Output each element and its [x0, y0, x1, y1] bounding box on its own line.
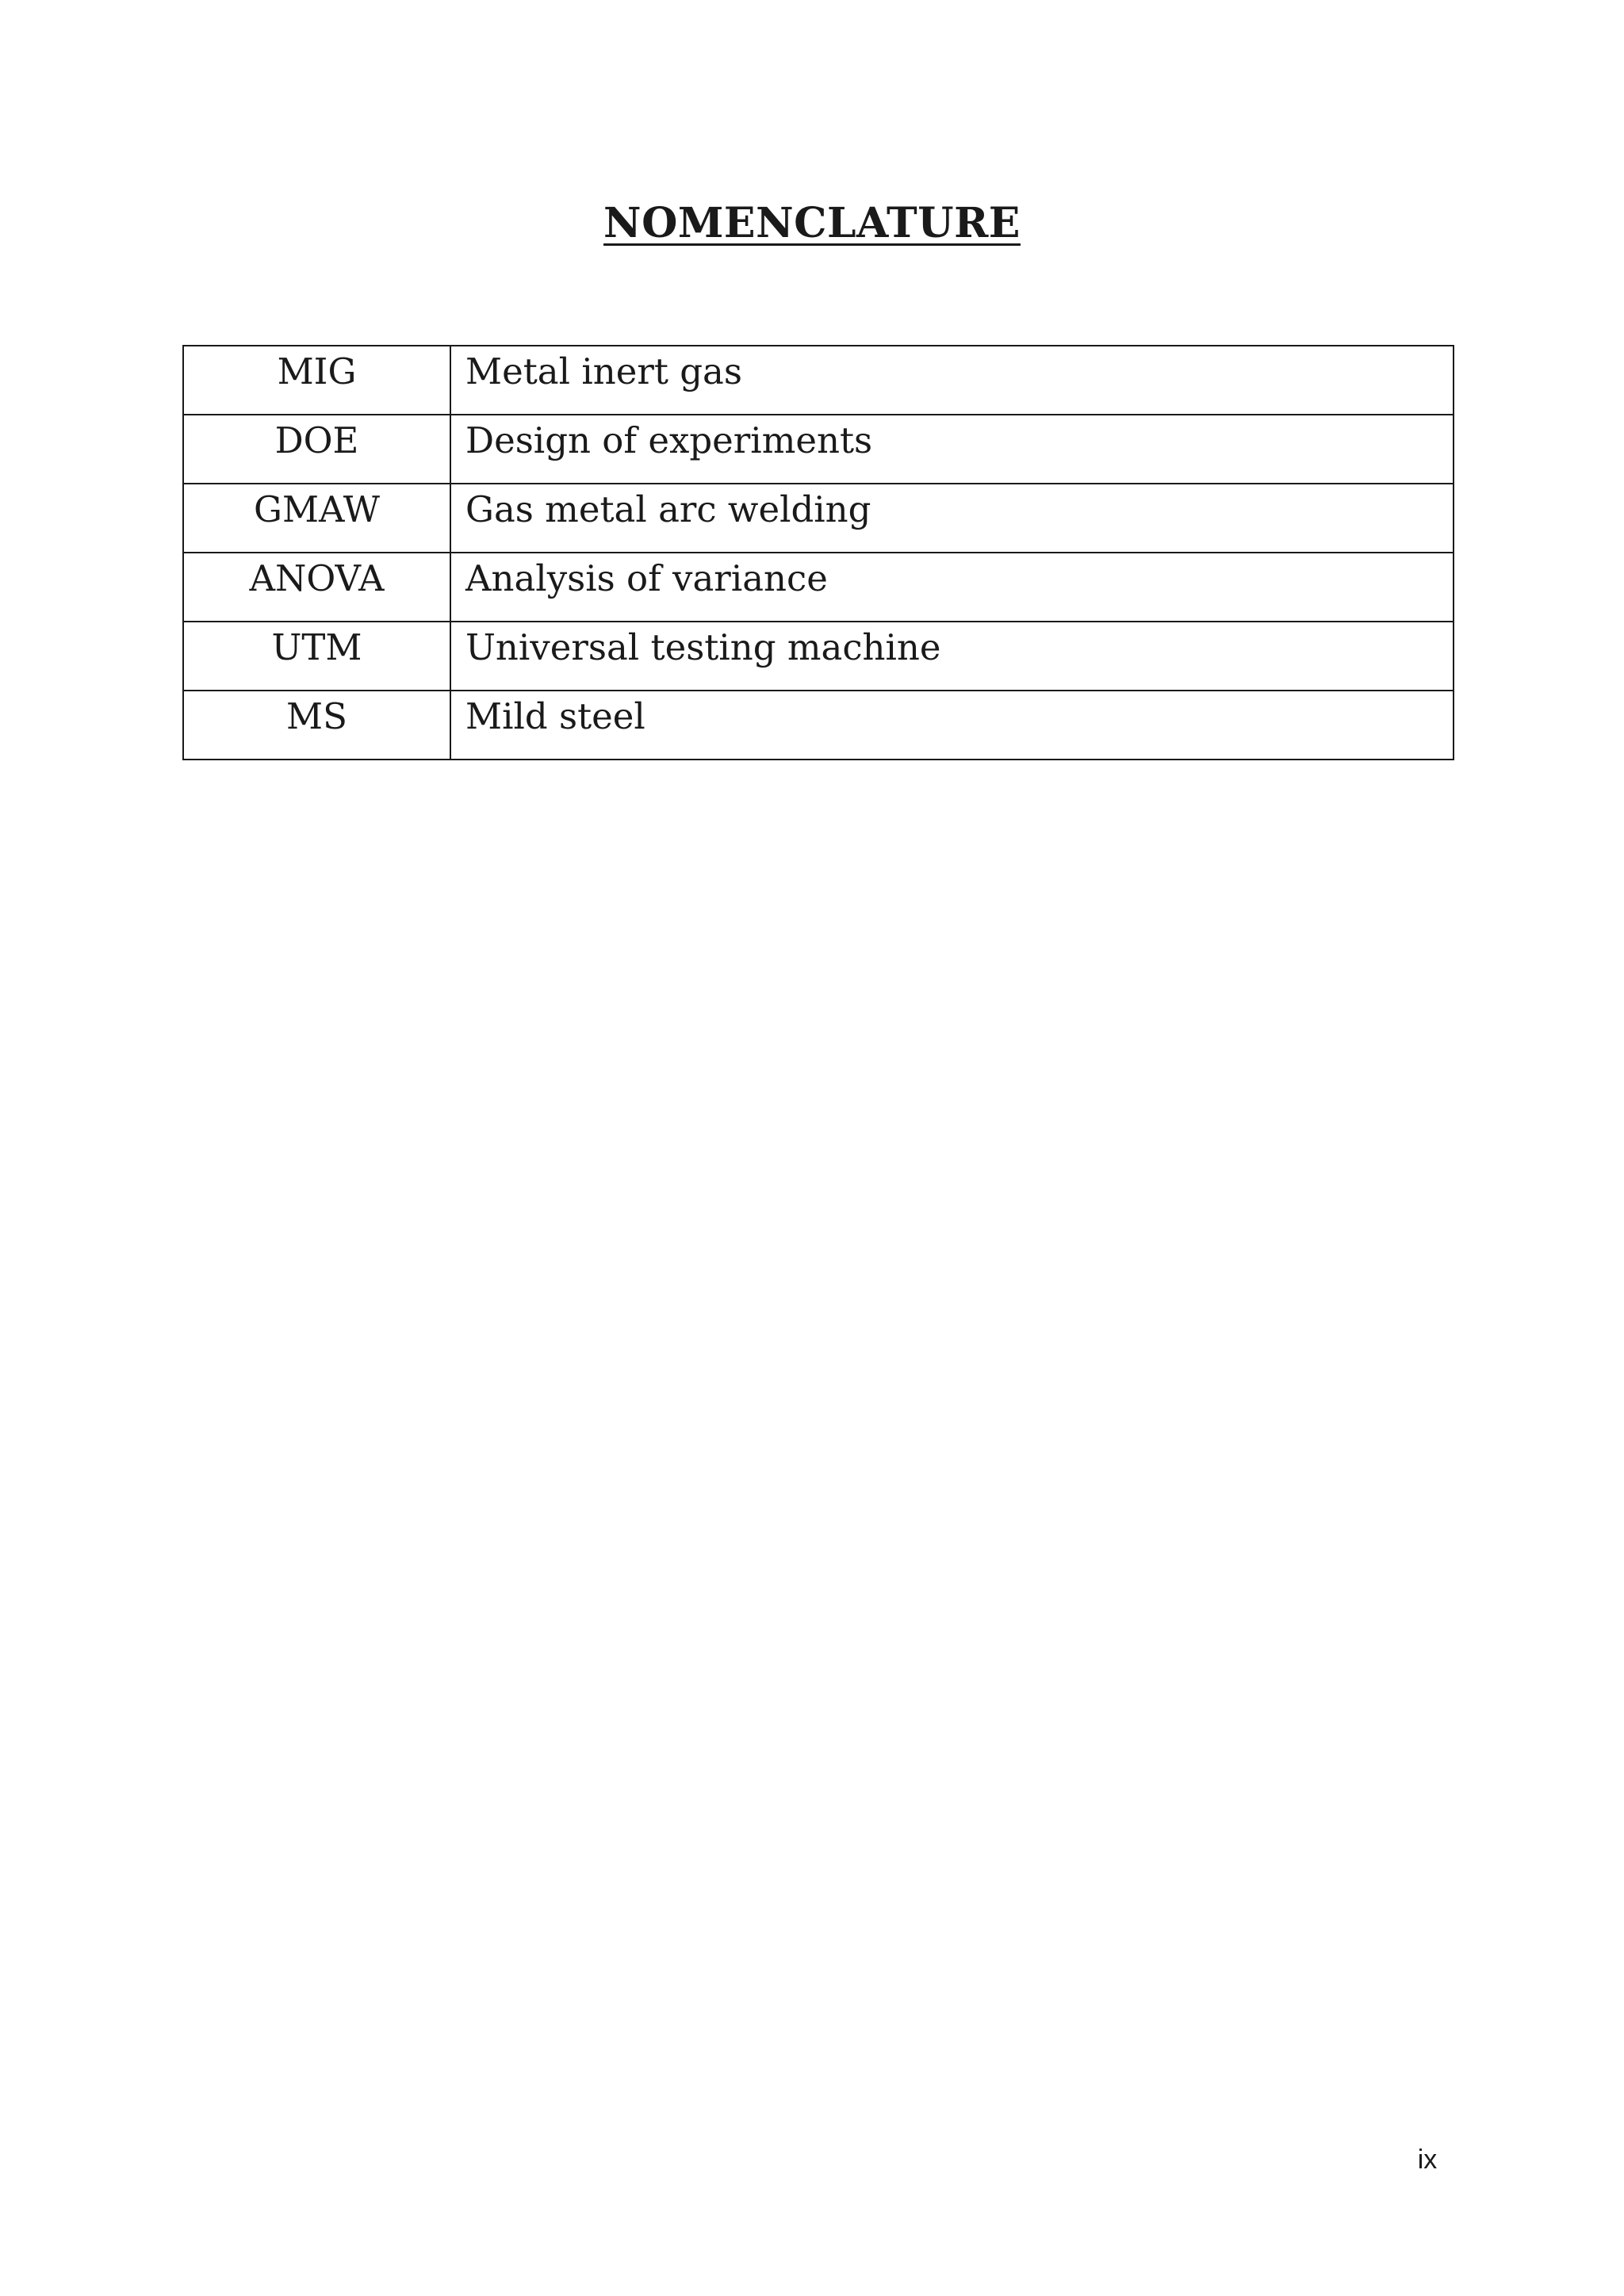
abbreviation-cell: UTM — [183, 622, 450, 691]
definition-cell: Metal inert gas — [450, 346, 1454, 415]
table-row — [183, 622, 1454, 691]
table-row — [183, 553, 1454, 622]
definition-cell: Mild steel — [450, 691, 1454, 760]
nomenclature-table — [182, 345, 1454, 760]
table-row — [183, 415, 1454, 484]
definition-cell: Gas metal arc welding — [450, 484, 1454, 553]
page-title: NOMENCLATURE — [603, 199, 1021, 247]
definition-cell: Universal testing machine — [450, 622, 1454, 691]
abbreviation-cell: MIG — [183, 346, 450, 415]
definition-cell: Analysis of variance — [450, 553, 1454, 622]
abbreviation-cell: MS — [183, 691, 450, 760]
abbreviation-cell: DOE — [183, 415, 450, 484]
definition-cell: Design of experiments — [450, 415, 1454, 484]
abbreviation-cell: ANOVA — [183, 553, 450, 622]
abbreviation-cell: GMAW — [183, 484, 450, 553]
table-row — [183, 484, 1454, 553]
table-row — [183, 691, 1454, 760]
table-row — [183, 346, 1454, 415]
page-number: ix — [1417, 2145, 1438, 2175]
